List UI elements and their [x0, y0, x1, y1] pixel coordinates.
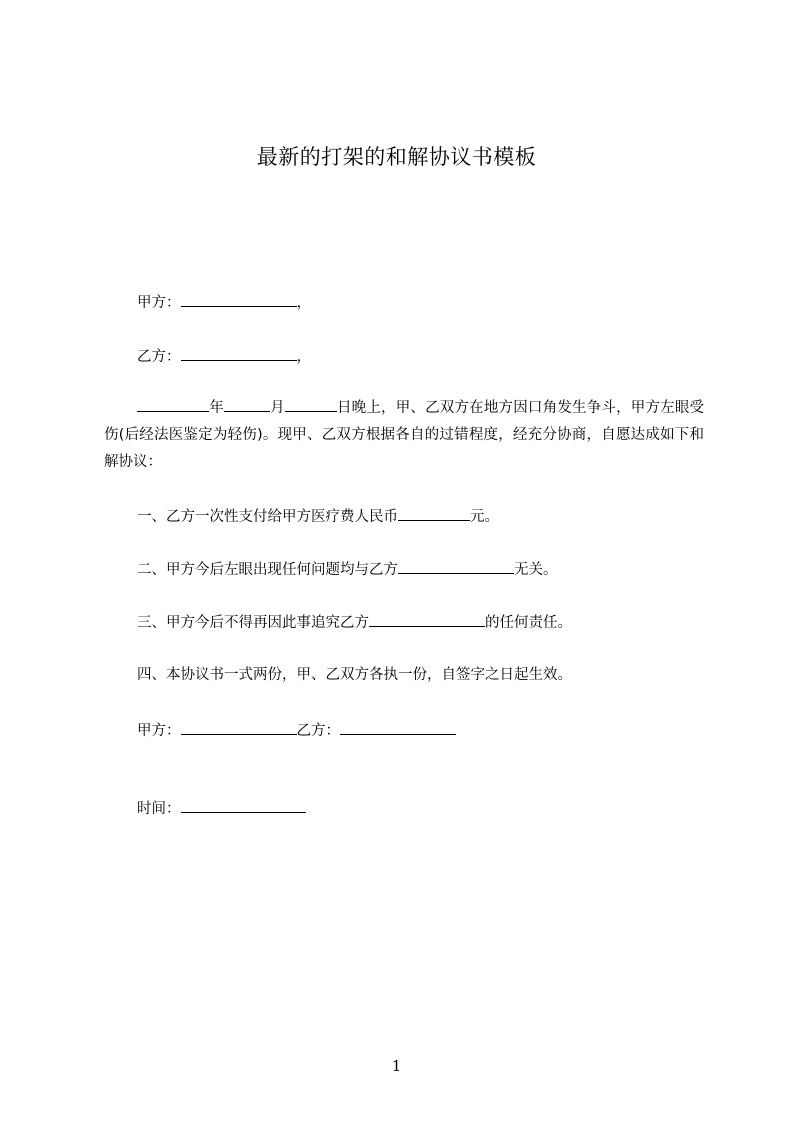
clause-3-suffix: 的任何责任。 [485, 615, 572, 631]
clause-4-text: 四、本协议书一式两份，甲、乙双方各执一份，自签字之日起生效。 [137, 667, 572, 683]
party-b-label: 乙方： [137, 349, 181, 365]
party-b-blank [181, 346, 297, 361]
signature-party-a-blank [181, 720, 297, 735]
clause-2-text: 二、甲方今后左眼出现任何问题均与乙方 [137, 562, 398, 578]
party-a-blank [181, 292, 297, 307]
year-label: 年 [209, 400, 224, 416]
incident-text: 日晚上，甲、乙双方在地方因口角发生争斗，甲方左眼受伤(后经法医鉴定为轻伤)。现甲、乙双方根据各自的过错程度，经充分协商，自愿达成如下和解协议： [104, 400, 705, 470]
clause-3-text: 三、甲方今后不得再因此事追究乙方 [137, 615, 369, 631]
clause-1-suffix: 元。 [470, 509, 499, 525]
party-a-label: 甲方： [137, 295, 181, 311]
signature-party-b-blank [340, 720, 456, 735]
time-label: 时间： [137, 801, 181, 817]
time-line [137, 798, 306, 819]
month-blank [224, 397, 270, 412]
clause-2-suffix: 无关。 [514, 562, 558, 578]
signature-line [137, 720, 456, 741]
clause-4 [137, 665, 572, 685]
party-a-comma: ， [296, 295, 311, 311]
party-b-comma: ， [296, 349, 311, 365]
day-blank [285, 397, 337, 412]
year-blank [137, 397, 209, 412]
page-number: 1 [391, 1057, 402, 1075]
clause-1 [137, 506, 499, 527]
clause-3 [137, 612, 572, 633]
time-blank [181, 798, 306, 813]
clause-3-blank [369, 612, 485, 627]
clause-2 [137, 559, 558, 580]
signature-party-a-label: 甲方： [137, 723, 181, 739]
party-b-line [137, 346, 311, 367]
clause-1-text: 一、乙方一次性支付给甲方医疗费人民币 [137, 509, 398, 525]
incident-paragraph [104, 395, 704, 476]
clause-1-blank [398, 506, 470, 521]
document-title: 最新的打架的和解协议书模板 [256, 145, 537, 169]
clause-2-blank [398, 559, 514, 574]
signature-party-b-label: 乙方： [296, 723, 340, 739]
month-label: 月 [269, 400, 285, 416]
party-a-line [137, 292, 311, 313]
